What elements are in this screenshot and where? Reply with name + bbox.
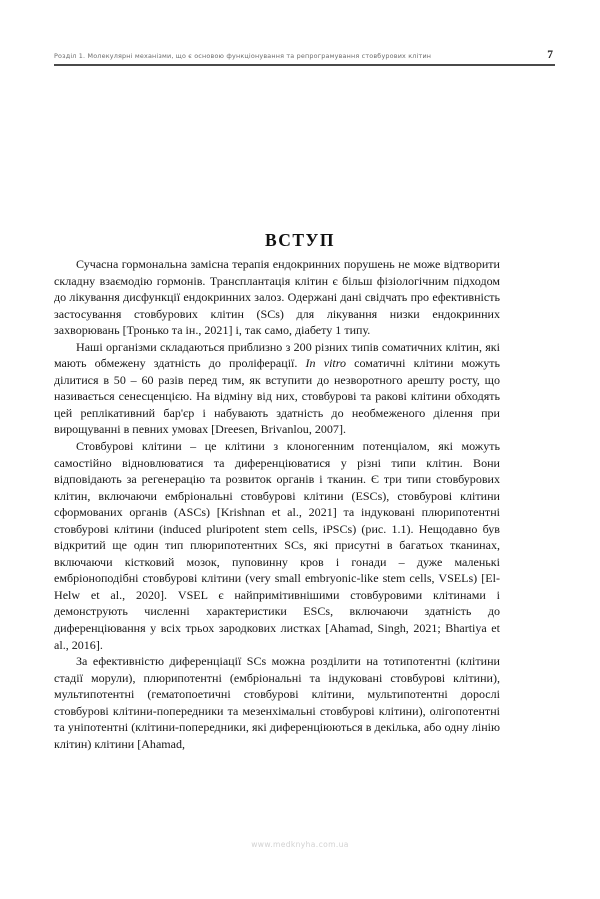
page-number: 7 (547, 49, 553, 61)
paragraph-somatic-cells-part-1: Наші організми складаються приблизно з 200 різних типів соматичних клітин, які мають обмежену здатність до проліферації. (54, 339, 500, 371)
paragraph-somatic-cells-part-2: соматичні клітини можуть ділитися в 50 – 60 разів перед тим, як вступити до незворотного арешту росту, що називається сенесценцією. На відміну від них, стовбурові та ракові клітини обходять цей реплікативний бар'єр і набувають здатність до необмеженого ділення при вирощуванні в певних умовах [Dreesen, Brivanlou, 2007]. (54, 356, 500, 437)
header-divider-rule (54, 64, 555, 66)
running-header (54, 49, 555, 61)
paragraph-stem-cell-types: Стовбурові клітини – це клітини з клоногенним потенціалом, які можуть самостійно відновлюватися та диференціюватися у різні типи клітин. Вони відповідають за регенерацію та розвиток органів і тканин. Є три типи стовбурових клітин, включаючи ембріональні стовбурові клітини (ESCs), стовбурові клітини сформованих органів (ASCs) [Krishnan et al., 2021] та індуковані плюрипотентні стовбурові клітини (induced pluripotent stem cells, iPSCs) (рис. 1.1). Нещодавно був відкритий ще один тип плюрипотентних SCs, які присутні в багатьох тканинах, включаючи кістковий мозок, пуповинну кров і гонади – дуже маленькі ембріоноподібні стовбурові клітини (very small embryonic-like stem cells, VSELs) [El-Helw et al., 2020]. VSEL є найпримітивнішими стовбуровими клітинами і демонструють численні характеристики ESCs, включаючи здатність до диференціювання у всіх трьох зародкових листках [Ahamad, Singh, 2021; Bhartiya et al., 2016]. (54, 439, 500, 652)
latin-term-in-vitro: In vitro (305, 356, 347, 371)
paragraph-potency-classification: За ефективністю диференціації SCs можна розділити на тотипотентні (клітини стадії морули), плюрипотентні (ембріональні та індуковані стовбурові клітини), мультипотентні (гематопоетичні стовбурові клітини, мультипотентні дорослі стовбурові клітини-попередники та мезенхімальні стовбурові клітини), олігопотентні та уніпотентні (клітини-попередники, які диференціюються в декілька, або одну лінію клітин) клітини [Ahamad, (54, 654, 500, 751)
running-header-chapter-title: Розділ 1. Молекулярні механізми, що є основою функціонування та репрограмування стовбурових клітин (54, 52, 432, 60)
page-title: ВСТУП (265, 229, 335, 250)
paragraph-hormone-therapy: Сучасна гормональна замісна терапія ендокринних порушень не може відтворити складну взаємодію гормонів. Трансплантація клітин є більш фізіологічним підходом до лікування дисфункції ендокринних залоз. Одержані дані свідчать про ефективність застосування стовбурових клітин (SCs) для лікування низки ендокринних захворювань [Тронько та ін., 2021] і, так само, діабету 1 типу. (54, 257, 500, 338)
footer-watermark: www.medknyha.com.ua (251, 840, 349, 849)
body-text-column (54, 256, 500, 752)
paragraph-somatic-cells (54, 339, 500, 438)
